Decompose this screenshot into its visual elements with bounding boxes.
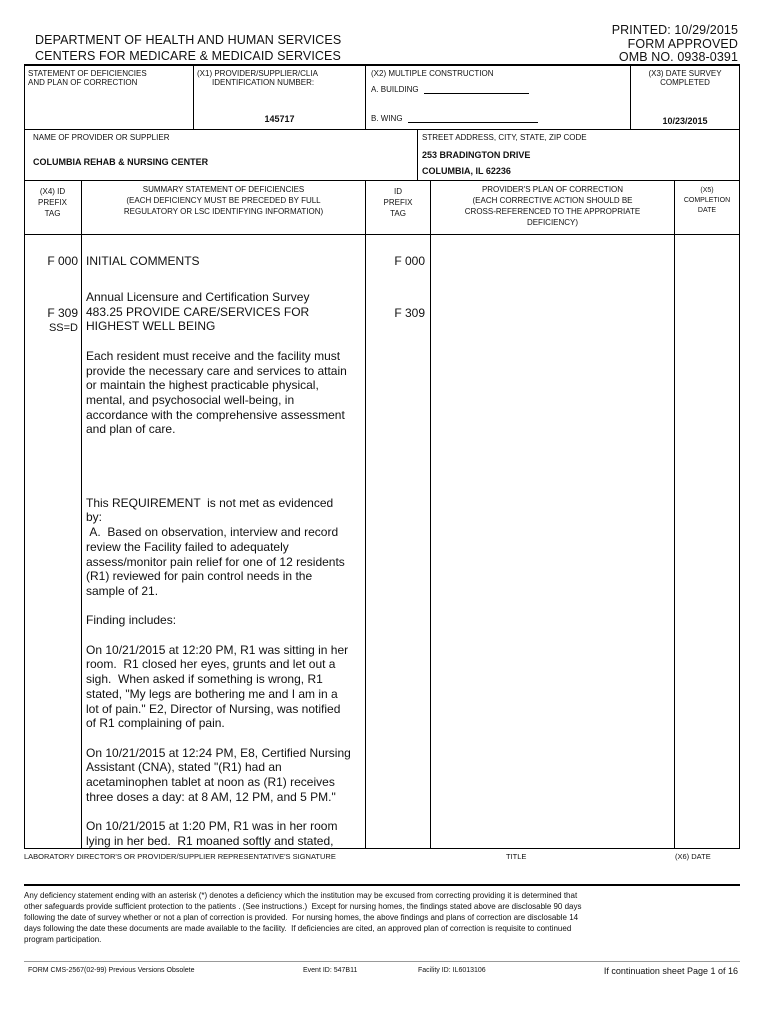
plan-header-line4: DEFICIENCY) — [526, 218, 579, 227]
signature-label: LABORATORY DIRECTOR'S OR PROVIDER/SUPPLIER REPRESENTATIVE'S SIGNATURE — [24, 852, 336, 861]
x4-header-line2: PREFIX — [38, 198, 67, 207]
divider-address — [417, 129, 418, 180]
event-id: Event ID: 547B11 — [303, 967, 358, 974]
findings-heading: Finding includes: — [86, 613, 177, 628]
plan-header — [431, 184, 674, 228]
plan-header-line1: PROVIDER'S PLAN OF CORRECTION — [481, 185, 624, 194]
provider-id-number: 145717 — [264, 114, 295, 124]
survey-completed-date: 10/23/2015 — [662, 116, 708, 126]
x3-label — [631, 69, 739, 87]
x5-header-line1: (X5) — [700, 187, 714, 194]
summary-header-line1: SUMMARY STATEMENT OF DEFICIENCIES — [142, 185, 305, 194]
survey-type: Annual Licensure and Certification Survey — [86, 290, 310, 304]
divider-col3 — [430, 180, 431, 848]
top-rule — [24, 64, 740, 66]
signature-date-label: (X6) DATE — [675, 852, 711, 861]
f309-title-line2: HIGHEST WELL BEING — [86, 319, 216, 334]
omb-number: OMB NO. 0938-0391 — [618, 50, 738, 64]
title-label: TITLE — [506, 852, 527, 861]
f309-block — [86, 290, 362, 849]
disclaimer-text: Any deficiency statement ending with an asterisk (*) denotes a deficiency which the institution may be excused from correcting providing it is determined that other safeguards provide sufficient protection to the patients . (See instructions.) Except for nursing homes, the findings stated above are disclosable 90 days following the date of survey whether or not a plan of correction is provided. For nursing homes, the above findings and plans of correction are disclosable 14 days following the date these documents are made available to the facility. If deficiencies are cited, an approved plan of correction is requisite to continued program participation. — [24, 891, 582, 944]
x2-label: (X2) MULTIPLE CONSTRUCTION — [371, 69, 494, 78]
id-header-line3: TAG — [390, 209, 406, 218]
x5-header-line2: COMPLETION — [683, 197, 731, 204]
tag-f000-right: F 000 — [394, 254, 425, 268]
row-rule-3 — [24, 234, 740, 235]
address-street: 253 BRADINGTON DRIVE — [422, 150, 531, 160]
x4-header-line1: (X4) ID — [39, 187, 66, 196]
divider-col2 — [365, 180, 366, 848]
id-header-line2: PREFIX — [383, 198, 413, 207]
x3-label-line1: (X3) DATE SURVEY — [648, 69, 722, 78]
building-blank — [424, 85, 529, 94]
statement-label — [28, 69, 147, 87]
footer-rule — [24, 961, 740, 962]
regulation-text: Each resident must receive and the facility must provide the necessary care and services to attain or maintain the highest practicable physical, mental, and psychosocial well-being, in accordance with the comprehensive assessment and plan of care. — [86, 348, 347, 437]
tag-f000-left: F 000 — [47, 254, 78, 268]
statement-label-line1: STATEMENT OF DEFICIENCIES — [28, 69, 147, 78]
page-counter: If continuation sheet Page 1 of 16 — [603, 966, 738, 976]
printed-date: PRINTED: 10/29/2015 — [611, 23, 738, 37]
x4-header-line3: TAG — [44, 209, 61, 218]
row-rule-1 — [24, 129, 740, 130]
provider-name-label: NAME OF PROVIDER OR SUPPLIER — [33, 133, 170, 142]
finding-paragraph-2: On 10/21/2015 at 12:24 PM, E8, Certified Nursing Assistant (CNA), stated "(R1) had an acetaminophen tablet at noon as (R1) receives three doses a day: at 8 AM, 12 PM, and 5 PM." — [86, 745, 351, 804]
row-rule-2 — [24, 180, 740, 181]
address-label: STREET ADDRESS, CITY, STATE, ZIP CODE — [422, 133, 587, 142]
requirement-statement: This REQUIREMENT is not met as evidenced by: A. Based on observation, interview and record review the Facility failed to adequately assess/monitor pain relief for one of 12 residents (R1) reviewed for pain control needs in the sample of 21. — [86, 495, 345, 598]
facility-id: Facility ID: IL6013106 — [418, 967, 486, 974]
wing-blank — [408, 114, 538, 123]
form-id: FORM CMS-2567(02-99) Previous Versions Obsolete — [28, 967, 195, 974]
summary-header-line2: (EACH DEFICIENCY MUST BE PRECEDED BY FULL — [126, 196, 321, 205]
x1-label — [197, 69, 362, 87]
x5-header-line3: DATE — [697, 207, 717, 214]
divider-col1 — [81, 180, 82, 848]
x1-label-line2: IDENTIFICATION NUMBER: — [212, 78, 315, 87]
provider-name: COLUMBIA REHAB & NURSING CENTER — [33, 157, 209, 167]
x5-header — [675, 186, 739, 216]
wing-label: B. WING — [371, 114, 403, 123]
id-header — [366, 186, 430, 219]
spacer — [86, 452, 362, 496]
initial-comments-heading: INITIAL COMMENTS — [86, 254, 200, 268]
summary-header-line3: REGULATORY OR LSC IDENTIFYING INFORMATION) — [123, 207, 324, 216]
x3-label-line2: COMPLETED — [660, 78, 710, 87]
agency-title: CENTERS FOR MEDICARE & MEDICAID SERVICES — [35, 49, 341, 63]
f309-title-line1: 483.25 PROVIDE CARE/SERVICES FOR — [86, 304, 310, 319]
x1-label-line1: (X1) PROVIDER/SUPPLIER/CLIA — [197, 69, 318, 78]
form-approved-label: FORM APPROVED — [627, 37, 738, 51]
address-city: COLUMBIA, IL 62236 — [422, 166, 511, 176]
signature-bottom-rule — [24, 884, 740, 886]
building-label: A. BUILDING — [371, 85, 419, 94]
statement-label-line2: AND PLAN OF CORRECTION — [28, 78, 138, 87]
divider-col4 — [674, 180, 675, 848]
id-header-line1: ID — [394, 187, 402, 196]
tag-f309-left: F 309 — [47, 306, 78, 320]
finding-paragraph-1: On 10/21/2015 at 12:20 PM, R1 was sitting in her room. R1 closed her eyes, grunts and let out a sigh. When asked if something is wrong, R1 stated, "My legs are bothering me and I am in a lot of pain." E2, Director of Nursing, was notified of R1 complaining of pain. — [86, 642, 349, 731]
divider-x2 — [365, 64, 366, 129]
summary-header — [82, 184, 365, 217]
severity-scope: SS=D — [48, 322, 78, 334]
x4-header — [24, 186, 81, 219]
plan-header-line2: (EACH CORRECTIVE ACTION SHOULD BE — [472, 196, 633, 205]
wing-field — [371, 114, 538, 123]
plan-header-line3: CROSS-REFERENCED TO THE APPROPRIATE — [464, 207, 641, 216]
frame-right — [739, 64, 740, 848]
building-field — [371, 85, 529, 94]
finding-paragraph-3: On 10/21/2015 at 1:20 PM, R1 was in her room lying in her bed. R1 moaned softly and stated, — [86, 819, 338, 848]
frame-left — [24, 64, 25, 848]
department-title: DEPARTMENT OF HEALTH AND HUMAN SERVICES — [35, 33, 342, 47]
tag-f309-right: F 309 — [394, 306, 425, 320]
